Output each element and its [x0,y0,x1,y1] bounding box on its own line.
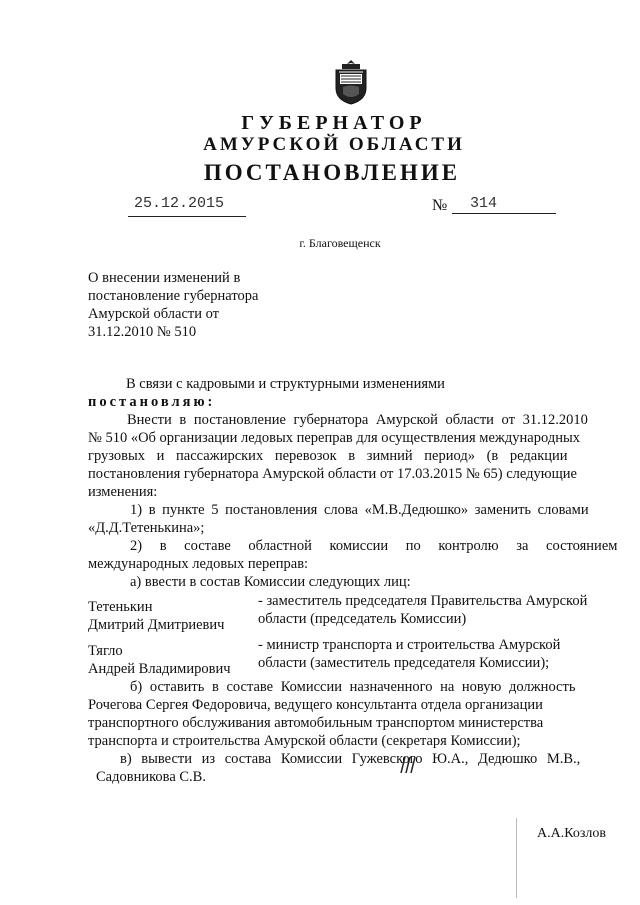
member-surname: Тягло [88,643,123,659]
resolve-word: постановляю: [88,394,216,410]
city-label: г. Благовещенск [299,236,381,250]
paragraph-line: постановления губернатора Амурской области от 17.03.2015 № 65) следующие [88,466,577,482]
document-subject [88,269,258,341]
paragraph-line: 1) в пункте 5 постановления слова «М.В.Дедюшко» заменить словами [130,502,589,518]
subject-line: О внесении изменений в [88,270,241,286]
paragraph-line: в) вывести из состава Комиссии Гужевского Ю.А., Дедюшко М.В., [120,751,581,767]
paragraph-line: № 510 «Об организации ледовых переправ для осуществления международных [88,430,580,446]
paragraph-line: Внести в постановление губернатора Амурской области от 31.12.2010 [127,412,588,428]
date-underline [128,216,246,217]
member-role: - министр транспорта и строительства Амурской [258,637,561,653]
member-surname: Тетенькин [88,599,153,615]
number-underline [452,213,556,214]
paragraph-line: транспортного обслуживания автомобильным транспортом министерства [88,715,544,731]
number-label: № [432,197,448,214]
paragraph-line: изменения: [88,484,158,500]
paragraph-line: Садовникова С.В. [96,769,206,785]
document-type-title: ПОСТАНОВЛЕНИЕ [203,160,461,185]
paragraph-line: международных ледовых переправ: [88,556,309,572]
subject-line: 31.12.2010 № 510 [88,324,197,340]
subject-line: постановление губернатора [88,288,259,304]
subject-line: Амурской области от [88,306,220,322]
paragraph-line: б) оставить в составе Комиссии назначенного на новую должность [130,679,576,695]
handwritten-mark-icon [398,753,418,775]
member-name: Андрей Владимирович [88,661,231,677]
member-role: - заместитель председателя Правительства Амурской [258,593,588,609]
preamble: В связи с кадровыми и структурными изменениями [126,376,445,392]
paragraph-line: грузовых и пассажирских перевозок в зимний период» (в редакции [88,448,568,464]
document-date: 25.12.2015 [134,195,225,212]
scan-edge-line [516,818,517,898]
member-name: Дмитрий Дмитриевич [88,617,225,633]
document-number: 314 [470,195,498,212]
title-region: АМУРСКОЙ ОБЛАСТИ [203,134,465,155]
paragraph-line: Рочегова Сергея Федоровича, ведущего консультанта отдела организации [88,697,543,713]
paragraph-line: транспорта и строительства Амурской области (секретаря Комиссии); [88,733,521,749]
paragraph-line: а) ввести в состав Комиссии следующих лиц: [130,574,411,590]
paragraph-line: «Д.Д.Тетенькина»; [88,520,205,536]
title-governor: ГУБЕРНАТОР [241,112,427,134]
member-role: области (председатель Комиссии) [258,611,467,627]
coat-of-arms-emblem [331,58,371,106]
signature-name: А.А.Козлов [537,826,606,841]
paragraph-line: 2) в составе областной комиссии по контролю за состоянием [130,538,618,554]
member-role: области (заместитель председателя Комиссии); [258,655,550,671]
